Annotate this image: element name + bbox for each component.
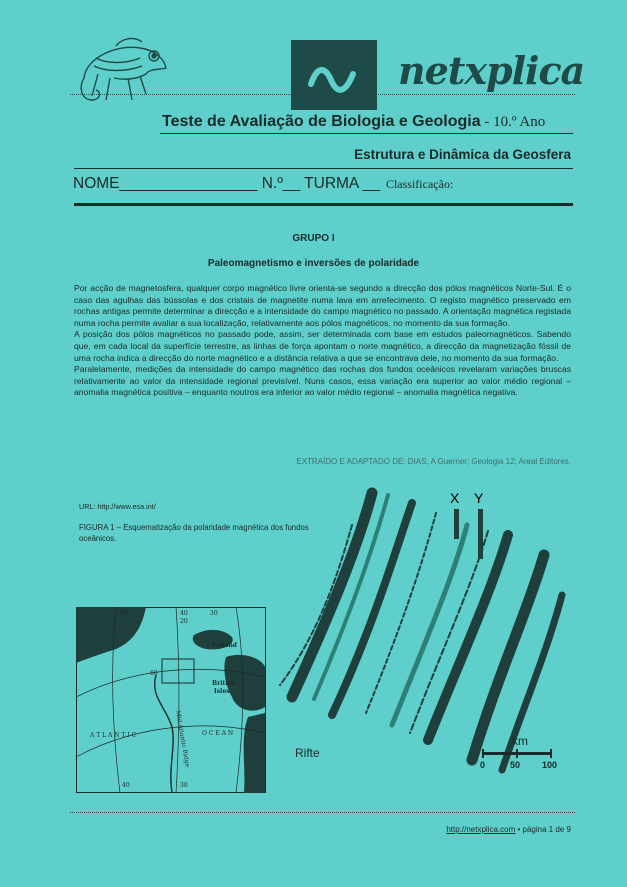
map-lat-label: 60 [150,670,158,677]
figure-url: URL: http://www.esa.int/ [79,502,156,511]
source-citation: EXTRAÍDO E ADAPTADO DE: DIAS, A Guerner; Geologia 12; Areal Editores. [296,457,571,466]
map-lat-label: 40 [180,610,188,617]
page-number: • página 1 de 9 [515,825,571,834]
map-ocean-label: O C E A N [202,730,234,737]
wave-logo-icon [291,40,377,110]
footer-link[interactable]: http://netxplica.com [446,825,516,834]
map-lat-label: 60 [120,610,128,617]
footer-dotted-line [70,812,575,813]
student-info-line: NOME________________ N.º__ TURMA __ Classificação: [73,175,454,192]
paragraph: Por acção de magnetosfera, qualquer corpo magnético livre orienta-se segundo a direcção dos pólos magnéticos Norte-Sul. É o caso das agulhas das bússolas e dos cristais de magnetite numa lava em arrefecimento. O registo magnético preservado em rochas antigas permite determinar a direcção e a intensidade do campo magnético no passado. A orientação magnética registada numa rocha permite avaliar a sua localização, relativamente aos pólos magnéticos, no momento da sua formação. [74,283,571,328]
paragraph: Paralelamente, medições da intensidade do campo magnético das rochas dos fundos oceânicos revelaram variações bruscas relativamente ao valor da intensidade regional previsível. Nuns casos, essa variação era superior ao valor médio regional – anomalia magnética positiva – enquanto noutros era inferior ao valor médio regional – anomalia magnética negativa. [74,364,571,398]
scale-tick: 100 [542,760,558,770]
chameleon-icon [76,34,172,110]
scale-unit: km [512,734,528,748]
footer [446,825,571,834]
header-thick-rule [74,203,573,206]
title-rule [160,133,573,134]
logo-box [291,40,377,110]
label-x: X [450,490,460,506]
scale-tick: 50 [510,760,521,770]
label-y: Y [474,490,484,506]
label-rift: Rifte [295,746,320,760]
brand-name: netxplica [398,48,585,93]
subtitle-rule [74,168,573,169]
map-lat-label: 20 [180,618,188,625]
page-title: Teste de Avaliação de Biologia e Geologia - 10.º Ano [162,113,546,130]
classification-label: Classificação: [385,177,454,191]
map-ridge-label: Mid-Atlantic Ridge [174,710,191,768]
paragraph: A posição dos pólos magnéticos no passado pode, assim, ser determinada com base em estudos paleomagnéticos. Sabendo que, em cada local da superfície terrestre, as linhas de força apontam o norte magnético, a direcção da magnetização fóssil de uma rocha indica a direcção do norte magnético e a distância relativa a que se encontrava dele, no momento da sua formação. [74,329,571,363]
magnetic-stripes-diagram [262,485,574,780]
map-lat-label: 40 [122,782,130,789]
map-atlantic-label: A T L A N T I C [90,732,137,739]
map-lat-label: 30 [210,610,218,617]
figure-caption: FIGURA 1 – Esquematização da polaridade magnética dos fundos oceânicos. [79,523,309,543]
body-text [74,283,571,399]
map-lat-label: 30 [180,782,188,789]
group-heading: GRUPO I [292,233,335,244]
school-year: 10.º Ano [493,114,546,130]
map-iceland-label: Iceland [212,642,238,649]
map-isles-label: Isles [214,688,230,695]
north-atlantic-map [76,607,266,793]
section-title: Paleomagnetismo e inversões de polaridade [207,258,420,269]
page-subtitle: Estrutura e Dinâmica da Geosfera [354,147,571,162]
scale-tick: 0 [480,760,486,770]
map-british-label: British [212,680,236,687]
